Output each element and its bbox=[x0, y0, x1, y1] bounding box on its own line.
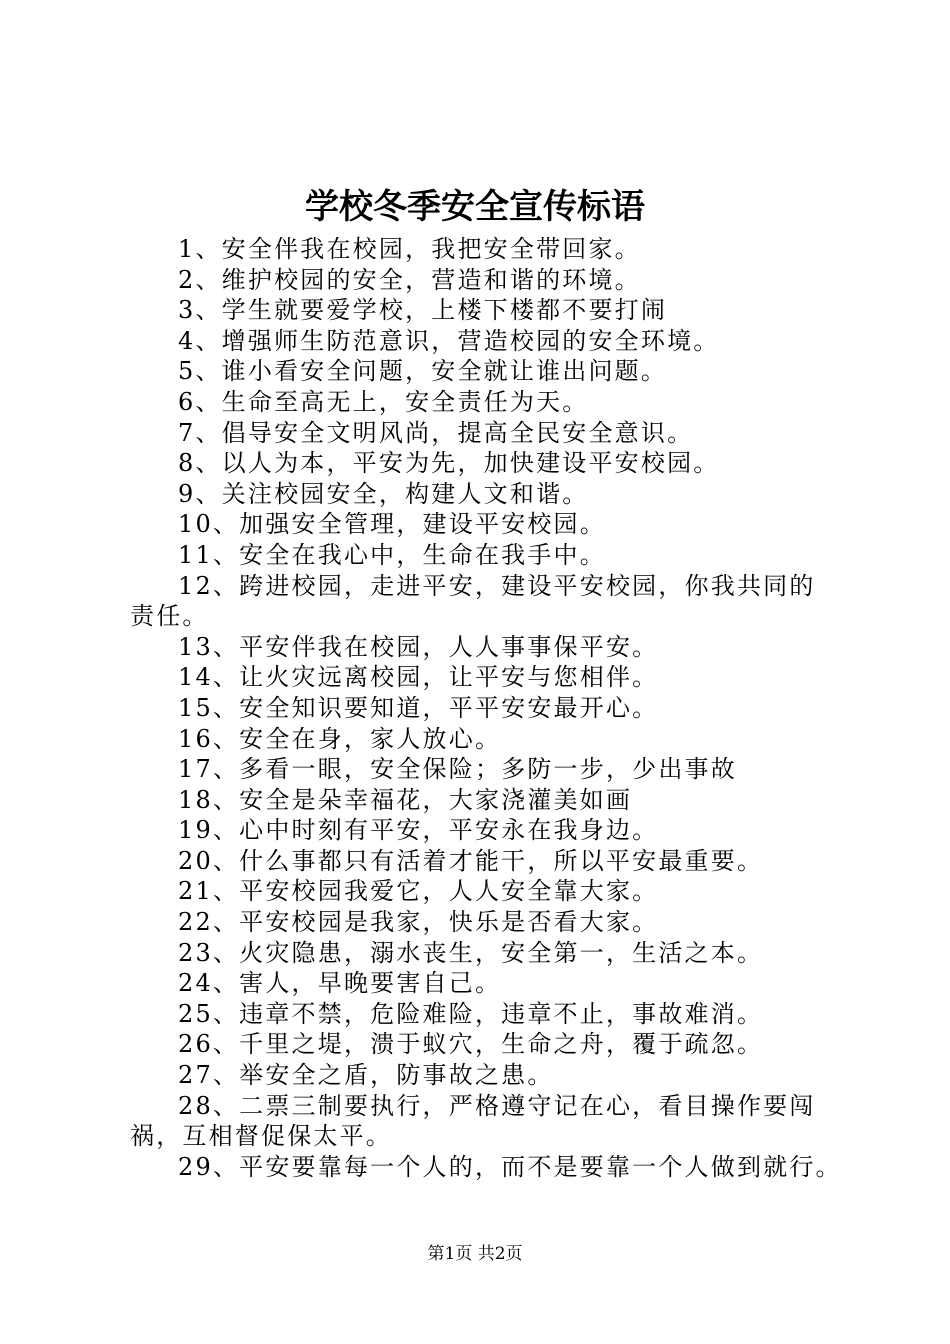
list-item: 1、安全伴我在校园，我把安全带回家。 bbox=[178, 235, 641, 263]
list-item: 8、以人为本，平安为先，加快建设平安校园。 bbox=[178, 449, 720, 478]
slogan-list bbox=[130, 234, 842, 1182]
page-footer: 第1页 共2页 bbox=[427, 1244, 523, 1264]
list-item: 13、平安伴我在校园，人人事事保平安。 bbox=[178, 632, 659, 661]
list-item: 12、跨进校园，走进平安，建设平安校园，你我共同的责任。 bbox=[130, 571, 816, 631]
list-item: 29、平安要靠每一个人的，而不是要靠一个人做到就行。 bbox=[178, 1152, 842, 1181]
list-item: 4、增强师生防范意识，营造校园的安全环境。 bbox=[178, 326, 720, 355]
list-item: 22、平安校园是我家，快乐是否看大家。 bbox=[178, 908, 659, 937]
list-item: 24、害人，早晚要害自己。 bbox=[178, 969, 502, 998]
list-item: 20、什么事都只有活着才能干，所以平安最重要。 bbox=[178, 846, 764, 875]
list-item: 6、生命至高无上，安全责任为天。 bbox=[178, 387, 589, 416]
list-item: 15、安全知识要知道，平平安安最开心。 bbox=[178, 693, 659, 722]
list-item: 21、平安校园我爱它，人人安全靠大家。 bbox=[178, 877, 659, 906]
list-item: 17、多看一眼，安全保险；多防一步，少出事故 bbox=[178, 755, 737, 784]
list-item: 26、千里之堤，溃于蚁穴，生命之舟，覆于疏忽。 bbox=[178, 1030, 764, 1059]
list-item: 9、关注校园安全，构建人文和谐。 bbox=[178, 479, 589, 508]
list-item: 2、维护校园的安全，营造和谐的环境。 bbox=[178, 265, 641, 294]
list-item: 16、安全在身，家人放心。 bbox=[178, 724, 502, 753]
document-title: 学校冬季安全宣传标语 bbox=[305, 187, 645, 227]
list-item: 7、倡导安全文明风尚，提高全民安全意识。 bbox=[178, 418, 694, 447]
list-item: 25、违章不禁，危险难险，违章不止，事故难消。 bbox=[178, 999, 764, 1028]
list-item: 28、二票三制要执行，严格遵守记在心，看目操作要闯祸，互相督促保太平。 bbox=[130, 1091, 816, 1151]
list-item: 3、学生就要爱学校，上楼下楼都不要打闹 bbox=[178, 296, 668, 325]
list-item: 11、安全在我心中，生命在我手中。 bbox=[178, 540, 606, 569]
list-item: 14、让火灾远离校园，让平安与您相伴。 bbox=[178, 663, 659, 692]
list-item: 10、加强安全管理，建设平安校园。 bbox=[178, 510, 606, 539]
list-item: 18、安全是朵幸福花，大家浇灌美如画 bbox=[178, 785, 633, 814]
list-item: 19、心中时刻有平安，平安永在我身边。 bbox=[178, 816, 659, 845]
list-item: 5、谁小看安全问题，安全就让谁出问题。 bbox=[178, 357, 668, 386]
list-item: 23、火灾隐患，溺水丧生，安全第一，生活之本。 bbox=[178, 938, 764, 967]
list-item: 27、举安全之盾，防事故之患。 bbox=[178, 1061, 554, 1090]
